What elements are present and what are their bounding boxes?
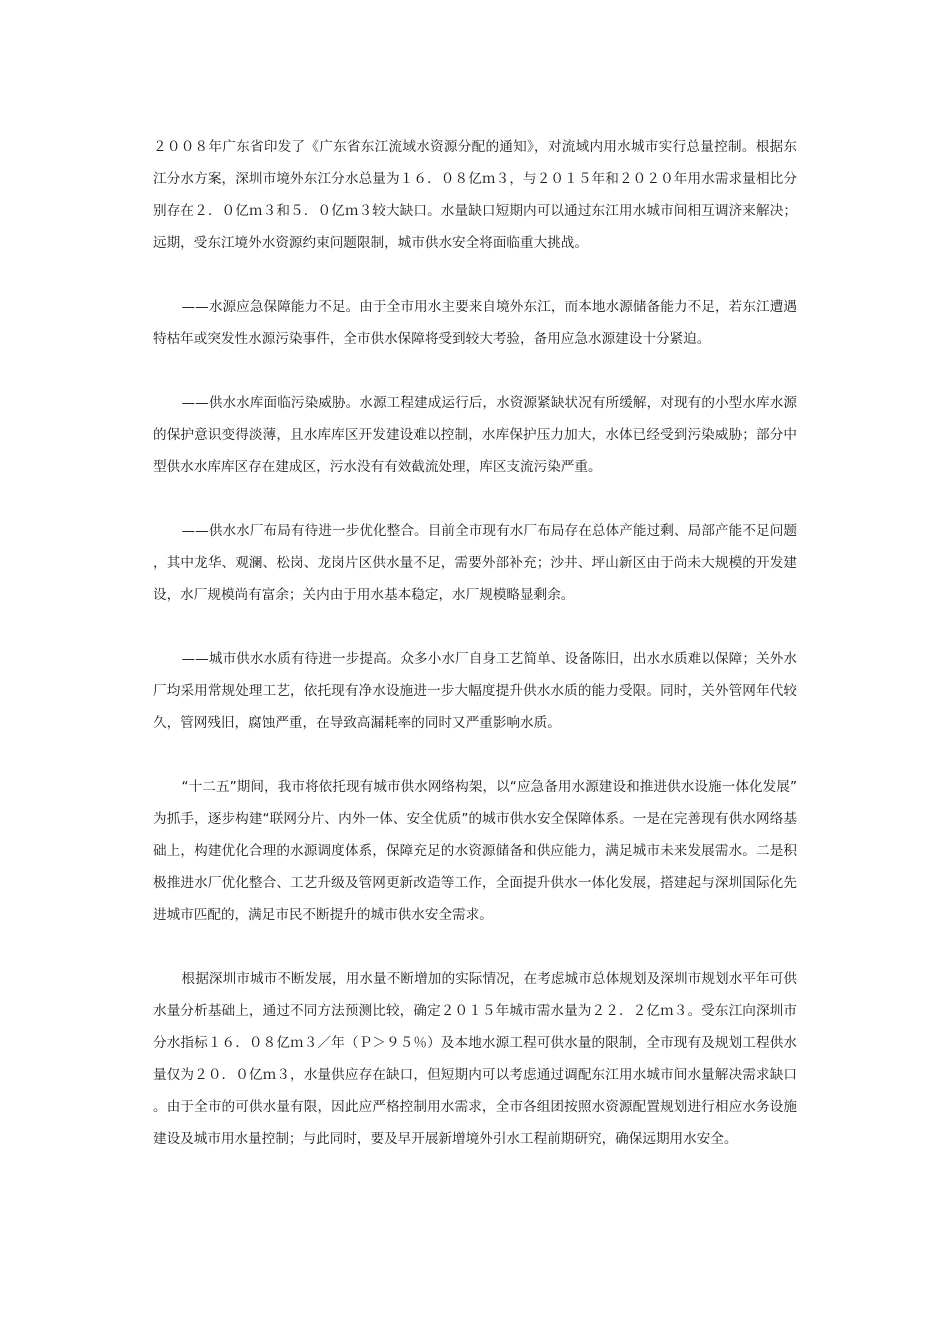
paragraph-plant-layout: ——供水水厂布局有待进一步优化整合。目前全市现有水厂布局存在总体产能过剩、局部产能不足问题，其中龙华、观澜、松岗、龙岗片区供水量不足，需要外部补充；沙井、坪山新区由于尚未大规模的开发建设，水厂规模尚有富余；关内由于用水基本稳定，水厂规模略显剩余。 <box>153 523 797 603</box>
document-body <box>153 131 797 1187</box>
paragraph-water-allocation: ２００８年广东省印发了《广东省东江流域水资源分配的通知》，对流域内用水城市实行总量控制。根据东江分水方案，深圳市境外东江分水总量为１６．０８亿ｍ３，与２０１５年和２０２０年用水需求量相比分别存在２．０亿ｍ３和５．０亿ｍ３较大缺口。水量缺口短期内可以通过东江用水城市间相互调济来解决；远期，受东江境外水资源约束问题限制，城市供水安全将面临重大挑战。 <box>153 139 797 251</box>
paragraph-reservoir-pollution: ——供水水库面临污染威胁。水源工程建成运行后，水资源紧缺状况有所缓解，对现有的小型水库水源的保护意识变得淡薄，且水库库区开发建设难以控制，水库保护压力加大，水体已经受到污染威胁；部分中型供水水库库区存在建成区，污水没有有效截流处理，库区支流污染严重。 <box>153 395 797 475</box>
paragraph-water-quality: ——城市供水水质有待进一步提高。众多小水厂自身工艺简单、设备陈旧，出水水质难以保障；关外水厂均采用常规处理工艺，依托现有净水设施进一步大幅度提升供水水质的能力受限。同时，关外管网年代较久，管网残旧，腐蚀严重，在导致高漏耗率的同时又严重影响水质。 <box>153 651 797 731</box>
paragraph-five-year-plan: “十二五”期间，我市将依托现有城市供水网络构架，以“应急备用水源建设和推进供水设施一体化发展”为抓手，逐步构建“联网分片、内外一体、安全优质”的城市供水安全保障体系。一是在完善现有供水网络基础上，构建优化合理的水源调度体系，保障充足的水资源储备和供应能力，满足城市未来发展需水。二是积极推进水厂优化整合、工艺升级及管网更新改造等工作，全面提升供水一体化发展，搭建起与深圳国际化先进城市匹配的，满足市民不断提升的城市供水安全需求。 <box>153 779 797 923</box>
paragraph-emergency-supply: ——水源应急保障能力不足。由于全市用水主要来自境外东江，而本地水源储备能力不足，若东江遭遇特枯年或突发性水源污染事件，全市供水保障将受到较大考验，备用应急水源建设十分紧迫。 <box>153 299 797 347</box>
paragraph-demand-forecast: 根据深圳市城市不断发展，用水量不断增加的实际情况，在考虑城市总体规划及深圳市规划水平年可供水量分析基础上，通过不同方法预测比较，确定２０１５年城市需水量为２２．２亿ｍ３。受东江向深圳市分水指标１６．０８亿ｍ３／年（Ｐ＞９５％）及本地水源工程可供水量的限制，全市现有及规划工程供水量仅为２０．０亿ｍ３，水量供应存在缺口，但短期内可以考虑通过调配东江用水城市间水量解决需求缺口。由于全市的可供水量有限，因此应严格控制用水需求，全市各组团按照水资源配置规划进行相应水务设施建设及城市用水量控制；与此同时，要及早开展新增境外引水工程前期研究，确保远期用水安全。 <box>153 971 797 1147</box>
